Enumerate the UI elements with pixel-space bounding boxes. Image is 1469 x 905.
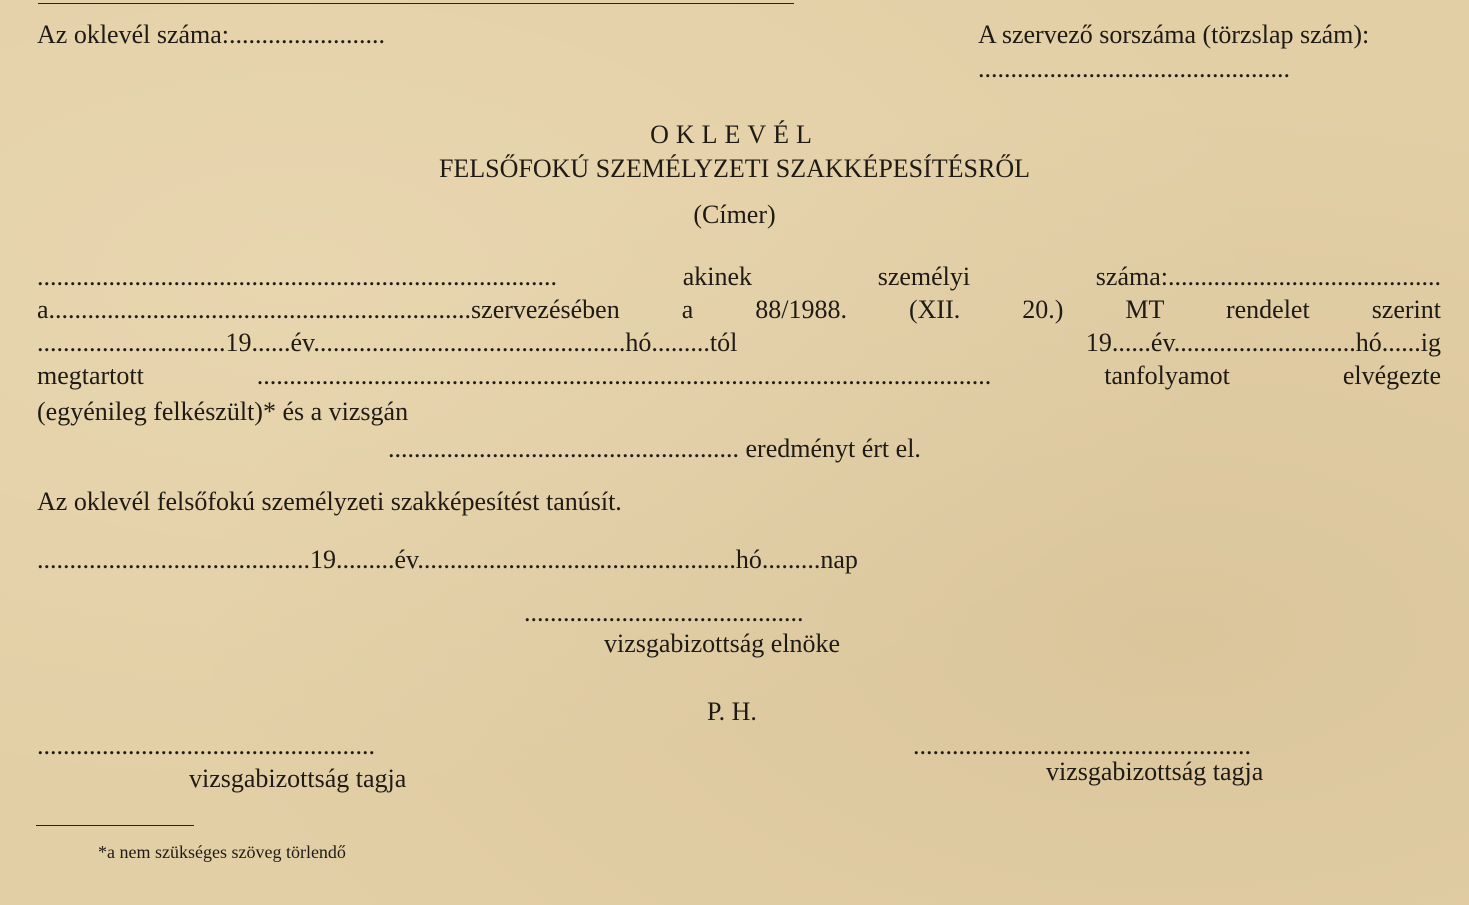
chair-signature-dots: ...........................................: [524, 598, 804, 627]
footnote: *a nem szükséges szöveg törlendő: [98, 842, 346, 862]
diploma-number-field: Az oklevél száma:........................: [37, 20, 386, 49]
date-line: ..........................................19.........év.................................................hó.........nap: [37, 545, 858, 574]
top-rule: [38, 3, 794, 4]
emblem-placeholder: (Címer): [693, 200, 776, 229]
member-left-signature-label: vizsgabizottság tagja: [189, 764, 407, 793]
member-right-signature-label: vizsgabizottság tagja: [1046, 757, 1264, 786]
body-line-5: (egyénileg felkészült)* és a vizsgán: [37, 397, 409, 426]
document-title: OKLEVÉL: [650, 120, 819, 149]
document-subtitle: FELSŐFOKÚ SZEMÉLYZETI SZAKKÉPESÍTÉSRŐL: [438, 154, 1031, 183]
member-left-signature-dots: ....................................................: [37, 731, 375, 760]
member-right-signature-dots: ....................................................: [913, 731, 1251, 760]
certification-statement: Az oklevél felsőfokú személyzeti szakképesítést tanúsít.: [37, 487, 622, 516]
body-line-3: .............................19......év................................................hó.........tól 19......év............................hó......ig: [37, 328, 1441, 357]
body-line-2: a.................................................................szervezésében a 88/1988. (XII. 20.) MT rendelet szerint: [37, 295, 1441, 324]
chair-signature-label: vizsgabizottság elnöke: [604, 629, 841, 658]
footnote-rule: [36, 825, 194, 826]
body-line-4: megtartott ................................................................................................................. tanfolyamot elvégezte: [37, 361, 1441, 390]
organizer-number-dots: ................................................: [978, 54, 1290, 83]
seal-placeholder: P. H.: [707, 697, 757, 726]
organizer-number-label: A szervező sorszáma (törzslap szám):: [978, 20, 1370, 49]
result-line: ...................................................... eredményt ért el.: [388, 434, 921, 463]
body-line-1: ................................................................................ akinek személyi száma:..........................................: [37, 262, 1441, 291]
